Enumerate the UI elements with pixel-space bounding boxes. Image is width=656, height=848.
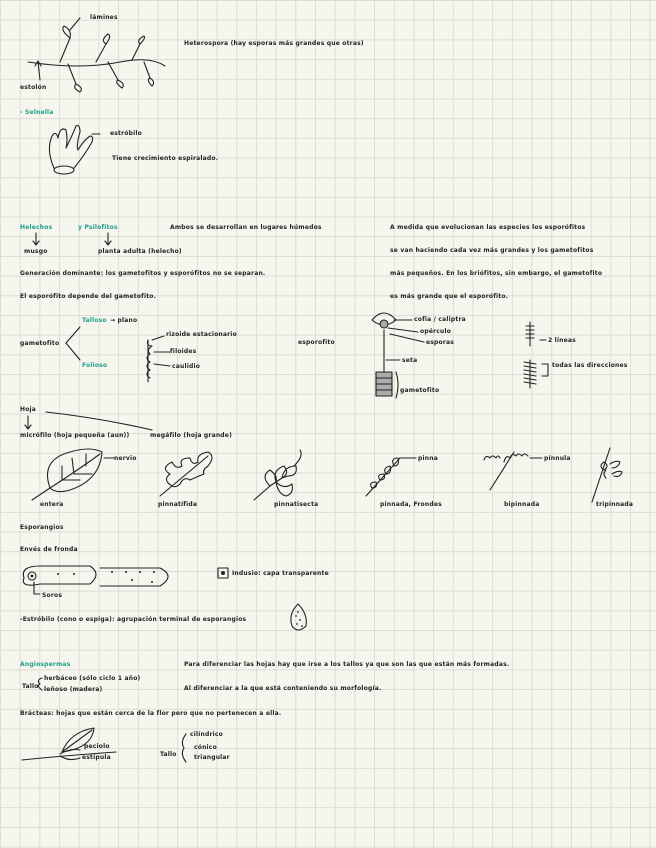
capsule-label-4: seta [402,357,418,364]
angio-line-1: Para diferenciar las hojas hay que irse a los tallos ya que son las que están más formadas. [184,661,510,668]
arrows-section-2 [33,233,111,245]
leaves-header-2: micrófilo (hoja pequeña (aun)) [20,432,130,439]
sporangia-title: Esporangios [20,524,64,531]
tallo-label: Tallo [160,751,177,758]
section-2-title-rest: Ambos se desarrollan en lugares húmedos [170,224,322,231]
angio-stem-label: Tallo [22,683,39,690]
helechos-title: Helechos [20,224,53,231]
strobilus-label: -Estróbilo (cono o espiga): agrupación terminal de esporangios [20,616,247,623]
section-2-right-3: más pequeños. En los briófitos, sin embargo, el gametofito [390,270,603,277]
tallo-type-2: cónico [194,744,217,751]
section-2-line-2: Generación dominante: los gametofitos y esporófitos no se separan. [20,270,266,277]
angio-stem-2: leñoso (madera) [44,686,103,693]
indusio-label: Indusio: capa transparente [232,570,329,577]
section-2-line-3: El esporófito depende del gametofito. [20,293,157,300]
leaf-type-1: pinnatífida [158,501,198,508]
leaf-type-5: tripinnada [596,501,634,508]
pinnula-label: pínnula [544,455,571,462]
arrow-b-label: planta adulta (helecho) [98,248,182,255]
pinna-label: pinna [418,455,438,462]
capsule-label-5: gametofito [400,387,440,394]
fern-runner-sketch [28,18,165,92]
branch-bottom-label: Folioso [82,362,108,369]
detail-2-label: filoides [170,348,197,355]
tallo-type-1: cilíndrico [190,731,223,738]
leaf-part-2: estípula [82,754,111,761]
branch-top-suffix: → plano [110,317,138,324]
sporangia-subtitle: Envés de fronda [20,546,78,553]
angio-line-2: Al diferenciar a la que está conteniendo su morfología. [184,685,382,692]
selaginella-sketch [49,126,100,174]
angiosperms-title: Angiospermas [20,661,71,668]
leaf-type-4: bipinnada [504,501,540,508]
sorus-label: Soros [42,592,63,599]
leaf-type-3: pinnada, Frondes [380,501,442,508]
section-2-right-4: es más grande que el esporófito. [390,293,509,300]
fern-stalk-label: estolón [20,84,47,91]
leaf-type-0: entera [40,501,64,508]
fern-heterospora-note: Heterospora (hay esporas más grandes que otras) [184,40,364,47]
leaf-part-1: peciolo [84,743,110,750]
section-2-right-2: se van haciendo cada vez más grandes y los gametofitos [390,247,594,254]
leaves-header-1: Hoja [20,406,37,413]
capsule-label-2: opérculo [420,328,452,335]
detail-3-label: caulidio [172,363,201,370]
leaf-header-sketch [25,412,152,430]
bracts-line: Brácteas: hojas que están cerca de la flor pero que no pertenecen a ella. [20,710,282,717]
cone-label: estróbilo [110,130,142,137]
stem-label-top: 2 líneas [548,337,576,344]
stem-label-bottom: todas las direcciones [552,362,628,369]
stem-sketch [524,322,548,388]
branch-top-label: Talloso [82,317,107,324]
gametofito-label: gametofito [20,340,60,347]
tallo-type-3: triangular [194,754,230,761]
leaf-type-2: pinnatisecta [274,501,319,508]
gametofito-branches [66,327,170,382]
leaves-header-3: megáfilo (hoja grande) [150,432,233,439]
sporophyte-label: esporofito [298,339,335,346]
psilofitos-title: y Psilofitos [78,224,118,231]
capsule-label-3: esporas [426,339,455,346]
angio-stem-1: herbáceo (sólo ciclo 1 año) [44,675,141,682]
fern-pinnule-label: lámines [90,14,118,21]
moss-capsule-sketch [372,313,424,398]
detail-1-label: rizoide estacionario [166,331,237,338]
arrow-a-label: musgo [24,248,48,255]
cone-note: Tiene crecimiento espiralado. [112,155,219,162]
leaf-nervio-label: nervio [114,455,137,462]
section-2-right-1: A medida que evolucionan las especies los esporófitos [390,224,586,231]
capsule-label-1: cofia / caliptra [414,316,466,323]
selaginella-title: - Selnella [20,109,54,116]
